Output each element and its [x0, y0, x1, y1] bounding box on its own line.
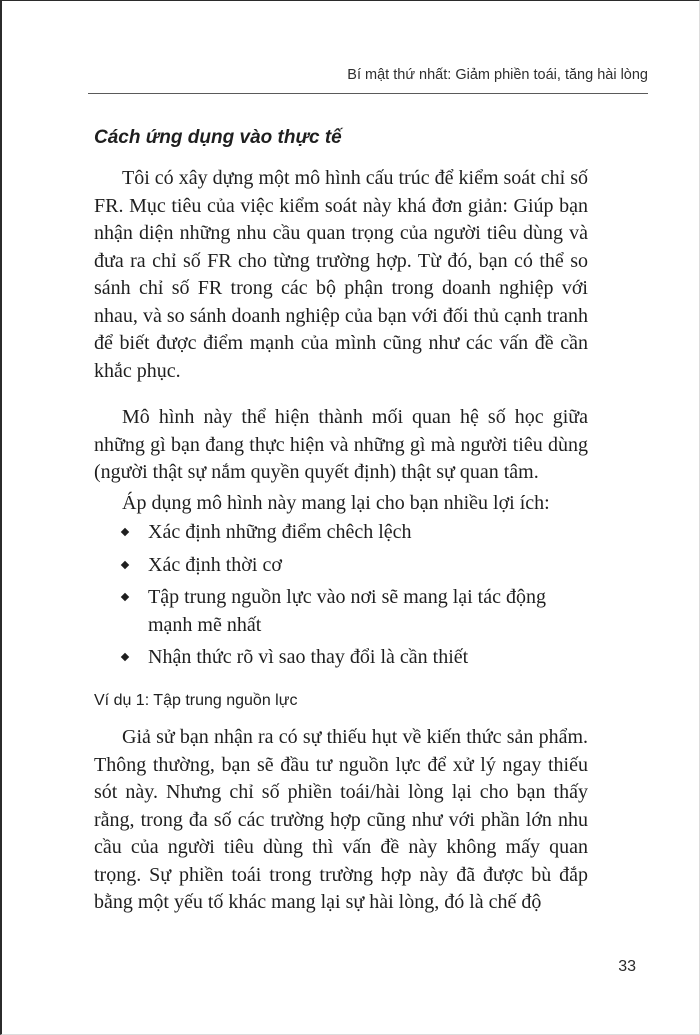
list-item	[94, 584, 594, 639]
list-item	[94, 552, 594, 580]
benefits-list	[94, 519, 594, 677]
paragraph-example: Giả sử bạn nhận ra có sự thiếu hụt về kiến thức sản phẩm. Thông thường, bạn sẽ đầu tư nguồn lực để xử lý ngay thiếu sót này. Nhưng chỉ số phiền toái/hài lòng lại cho bạn thấy rằng, trong đa số các trường hợp cũng như với phần lớn nhu cầu của người tiêu dùng thì vấn đề này không mấy quan trọng. Sự phiền toái trong trường hợp này đã được bù đắp bằng một yếu tố khác mang lại sự hài lòng, đó là chế độ	[94, 726, 588, 913]
list-item-text: Tập trung nguồn lực vào nơi sẽ mang lại tác động mạnh mẽ nhất	[148, 586, 546, 636]
running-header: Bí mật thứ nhất: Giảm phiền toái, tăng hài lòng	[347, 67, 648, 83]
diamond-bullet-icon	[121, 653, 129, 661]
example-heading: Ví dụ 1: Tập trung nguồn lực	[94, 692, 298, 709]
list-item-text: Xác định những điểm chêch lệch	[148, 521, 412, 543]
diamond-bullet-icon	[121, 528, 129, 536]
diamond-bullet-icon	[121, 560, 129, 568]
page-number: 33	[618, 958, 636, 975]
list-item-text: Xác định thời cơ	[148, 553, 282, 576]
paragraph-model: Mô hình này thể hiện thành mối quan hệ số học giữa những gì bạn đang thực hiện và những gì mà người tiêu dùng (người thật sự nắm quyền quyết định) thật sự quan tâm.	[94, 406, 588, 483]
header-divider	[88, 93, 648, 94]
list-item-text: Nhận thức rõ vì sao thay đổi là cần thiết	[148, 646, 469, 668]
list-item	[94, 519, 594, 547]
list-item	[94, 644, 594, 672]
paragraph-intro: Tôi có xây dựng một mô hình cấu trúc để kiểm soát chỉ số FR. Mục tiêu của việc kiểm soát này khá đơn giản: Giúp bạn nhận diện những nhu cầu quan trọng của người tiêu dùng và đưa ra chỉ số FR cho từng trường hợp. Từ đó, bạn có thể so sánh chỉ số FR trong các bộ phận trong doanh nghiệp với nhau, và so sánh doanh nghiệp của bạn với đối thủ cạnh tranh để biết được điểm mạnh của mình cũng như các vấn đề cần khắc phục.	[94, 167, 588, 382]
diamond-bullet-icon	[121, 593, 129, 601]
paragraph-benefits-lead: Áp dụng mô hình này mang lại cho bạn nhiều lợi ích:	[122, 492, 550, 514]
section-heading: Cách ứng dụng vào thực tế	[94, 127, 342, 148]
